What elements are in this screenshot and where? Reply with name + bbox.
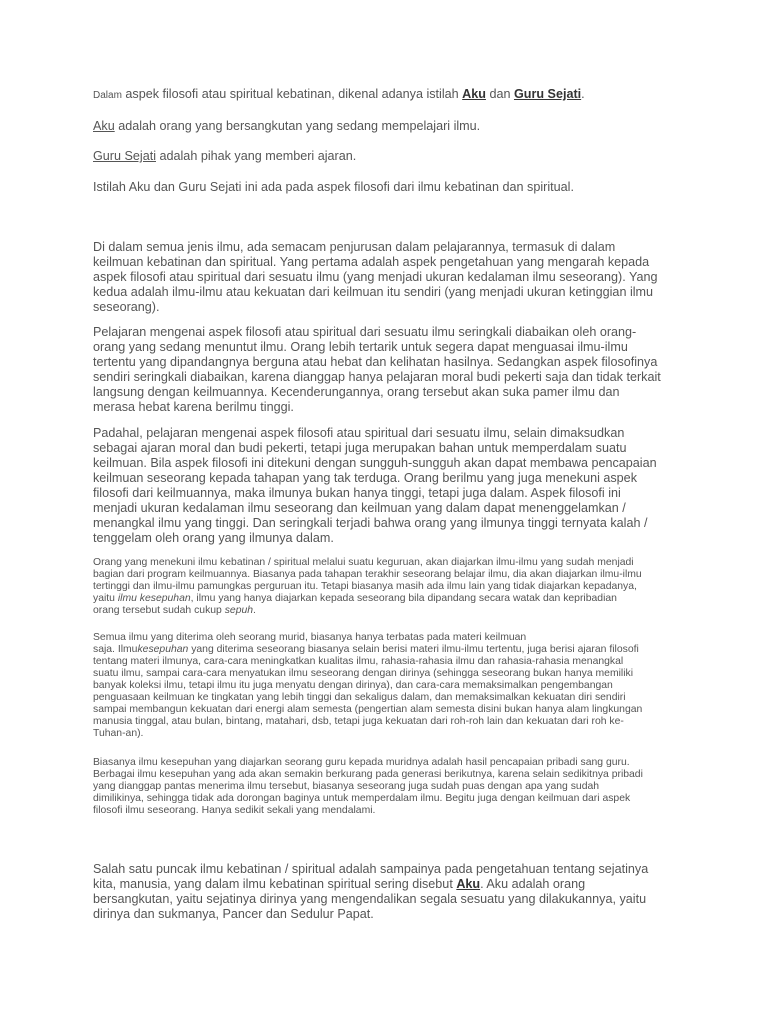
text-run: .: [253, 605, 256, 616]
paragraph-line: Pelajaran mengenai aspek filosofi atau spiritual dari sesuatu ilmu seringkali diabaikan oleh orang-: [93, 325, 637, 339]
guru-sejati-definition: adalah pihak yang memberi ajaran.: [156, 149, 357, 163]
intro-line-1-text: aspek filosofi atau spiritual kebatinan, dikenal adanya istilah: [121, 87, 463, 101]
text-run: yaitu: [93, 593, 118, 604]
paragraph-line: filosofi dari keilmuannya, maka ilmunya bukan hanya tinggi, tetapi juga dalam. Aspek filosofi ini: [93, 486, 621, 500]
paragraph-2: [93, 325, 678, 415]
paragraph-line: keilmuan seseorang kepada tahapan yang tak terduga. Orang berilmu yang juga menekuni aspek: [93, 471, 637, 485]
paragraph-line: menangkal ilmu yang tinggi. Dan seringkali terjadi bahwa orang yang ilmunya tinggi ternyata kalah /: [93, 516, 648, 530]
text-run: saja. Ilmu: [93, 644, 138, 655]
paragraph-line: Di dalam semua jenis ilmu, ada semacam penjurusan dalam pelajarannya, termasuk di dalam: [93, 240, 616, 254]
paragraph-line: tertentu yang dipandangnya berguna atau hebat dan kelihatan hasilnya. Sedangkan aspek filosofinya: [93, 355, 658, 369]
paragraph-line: Biasanya ilmu kesepuhan yang diajarkan seorang guru kepada muridnya adalah hasil pencapaian pribadi sang guru.: [93, 757, 630, 768]
paragraph-line: menjadi ukuran kedalaman ilmu seseorang dan keilmuan yang dalam dapat menenggelamkan /: [93, 501, 626, 515]
term-guru-sejati-link[interactable]: Guru Sejati: [513, 87, 582, 101]
paragraph-line: keilmuan. Bila aspek filosofi ini ditekuni dengan sungguh-sungguh akan dapat membawa pencapaian: [93, 456, 657, 470]
paragraph-line: keilmuan kebatinan dan spiritual. Yang pertama adalah aspek pengetahuan yang mengarah kepada: [93, 255, 650, 269]
paragraph-line: orang yang sedang menuntut ilmu. Orang lebih tertarik untuk segera dapat menguasai ilmu-ilmu: [93, 340, 628, 354]
emphasis-sepuh: sepuh: [224, 605, 254, 616]
paragraph-line: sendiri seringkali diabaikan, karena dianggap hanya pelajaran moral budi pekerti saja dan tidak terkait: [93, 370, 661, 384]
paragraph-line: kedua adalah ilmu-ilmu atau kekuatan dari keilmuan itu sendiri (yang menjadi ukuran ketinggian ilmu: [93, 285, 654, 299]
paragraph-line: yang dianggap pantas menerima ilmu tersebut, biasanya seseorang juga sudah puas dengan apa yang sudah: [93, 781, 600, 792]
intro-line-3: [93, 149, 678, 164]
paragraph-line: tentang materi ilmunya, cara-cara meningkatkan kualitas ilmu, rahasia-rahasia ilmu dan rahasia-rahasia menangkal: [93, 656, 624, 667]
text-run: orang tersebut sudah cukup: [93, 605, 225, 616]
paragraph-line: suatu ilmu, sampai cara-cara menyatukan ilmu seseorang dengan dirinya (sehingga seseorang bukan hanya memiliki: [93, 668, 634, 679]
paragraph-line: banyak koleksi ilmu, tetapi ilmu itu juga menyatu dengan dirinya), dan cara-cara memaksimalkan pengembangan: [93, 680, 613, 691]
paragraph-line: tertinggi dan ilmu-ilmu pamungkas perguruan itu. Tetapi biasanya masih ada ilmu lain yang tidak diajarkan kepadanya,: [93, 581, 637, 592]
paragraph-line: sampai membangun kekuatan dari energi alam semesta (pengertian alam semesta disini bukan hanya alam lingkungan: [93, 704, 643, 715]
term-guru-sejati[interactable]: Guru Sejati: [93, 149, 156, 163]
paragraph-line: Semua ilmu yang diterima oleh seorang murid, biasanya hanya terbatas pada materi keilmuan: [93, 632, 527, 643]
text-run: yang diterima seseorang biasanya selain berisi materi ilmu-ilmu tertentu, juga berisi ajaran filosofi: [188, 644, 639, 655]
paragraph-line: bagian dari program keilmuannya. Biasanya pada tahapan terakhir seseorang belajar ilmu, dia akan diajarkan ilmu-ilmu: [93, 569, 642, 580]
term-aku-link[interactable]: Aku: [456, 877, 481, 891]
paragraph-7: [93, 862, 678, 922]
intro-first-word: Dalam: [93, 90, 122, 101]
term-aku-link[interactable]: Aku: [462, 87, 486, 101]
paragraph-1: [93, 240, 678, 315]
paragraph-3: [93, 426, 678, 546]
text-run: . Aku adalah orang: [480, 877, 586, 891]
paragraph-line: [93, 593, 678, 605]
paragraph-line: langsung dengan keilmuannya. Kecenderungannya, orang tersebut akan suka pamer ilmu dan: [93, 385, 620, 399]
paragraph-4: [93, 557, 678, 617]
paragraph-line: seseorang).: [93, 300, 160, 314]
text-run: kita, manusia, yang dalam ilmu kebatinan spiritual sering disebut: [93, 877, 457, 891]
paragraph-line: Salah satu puncak ilmu kebatinan / spiritual adalah sampainya pada pengetahuan tentang sejatinya: [93, 862, 649, 876]
paragraph-line: aspek filosofi atau spiritual dari sesuatu ilmu (yang menjadi ukuran kedalaman ilmu seseorang). Yang: [93, 270, 658, 284]
paragraph-line: [93, 605, 678, 617]
paragraph-line: Tuhan-an).: [93, 728, 144, 739]
paragraph-line: sebagai ajaran moral dan budi pekerti, tetapi juga merupakan bahan untuk memperdalam suatu: [93, 441, 627, 455]
emphasis-ilmu-kesepuhan: ilmu kesepuhan: [117, 593, 191, 604]
paragraph-6: [93, 757, 678, 817]
paragraph-line: filosofi ilmu seseorang. Hanya sedikit sekali yang mendalami.: [93, 805, 376, 816]
paragraph-line: merasa hebat karena berilmu tinggi.: [93, 400, 294, 414]
emphasis-kesepuhan: kesepuhan: [137, 644, 189, 655]
paragraph-line: Orang yang menekuni ilmu kebatinan / spiritual melalui suatu keguruan, akan diajarkan ilmu-ilmu yang sudah menjadi: [93, 557, 634, 568]
paragraph-5: [93, 632, 678, 740]
intro-line-1: [93, 87, 678, 103]
aku-definition: adalah orang yang bersangkutan yang sedang mempelajari ilmu.: [114, 119, 481, 133]
paragraph-line: Berbagai ilmu kesepuhan yang ada akan semakin berkurang pada generasi berikutnya, karena selain sedikitnya pribadi: [93, 769, 643, 780]
intro-line-4: Istilah Aku dan Guru Sejati ini ada pada aspek filosofi dari ilmu kebatinan dan spiritual.: [93, 180, 574, 194]
paragraph-line: manusia tinggal, atau bulan, bintang, matahari, dsb, tetapi juga kekuatan dari roh-roh lain dan kekuatan dari roh ke-: [93, 716, 624, 727]
term-aku[interactable]: Aku: [93, 119, 115, 133]
paragraph-line: penguasaan keilmuan ke tingkatan yang lebih tinggi dan sekaligus dalam, dan memaksimalkan kekuatan diri sendiri: [93, 692, 626, 703]
paragraph-line: tenggelam oleh orang yang ilmunya dalam.: [93, 531, 334, 545]
paragraph-line: dimilikinya, sehingga tidak ada dorongan baginya untuk memperdalam ilmu. Begitu juga dengan keilmuan dari aspek: [93, 793, 631, 804]
intro-period: .: [581, 87, 585, 101]
paragraph-line: Padahal, pelajaran mengenai aspek filosofi atau spiritual dari sesuatu ilmu, selain dimaksudkan: [93, 426, 625, 440]
paragraph-line: dirinya dan sukmanya, Pancer dan Sedulur Papat.: [93, 907, 374, 921]
intro-and: dan: [485, 87, 514, 101]
intro-line-2: [93, 119, 678, 134]
paragraph-line: bersangkutan, yaitu sejatinya dirinya yang mengendalikan segala sesuatu yang dilakukannya, yaitu: [93, 892, 647, 906]
text-run: , ilmu yang hanya diajarkan kepada seseorang bila dipandang secara watak dan kepribadian: [190, 593, 617, 604]
paragraph-line: [93, 644, 678, 656]
paragraph-line: [93, 877, 678, 892]
